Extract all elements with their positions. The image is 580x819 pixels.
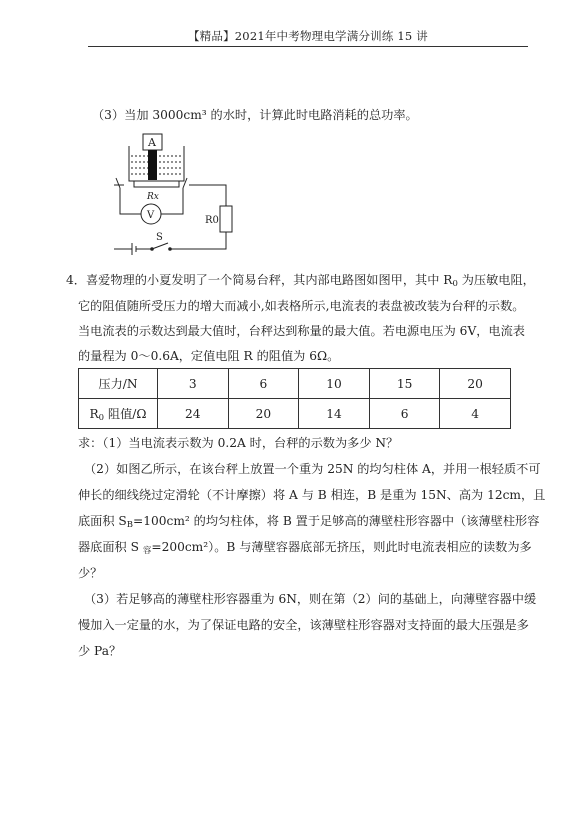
q4-number: 4． bbox=[66, 273, 86, 287]
voltmeter-wire-right bbox=[161, 188, 183, 214]
label-a: A bbox=[148, 136, 156, 149]
label-rx: Rx bbox=[147, 192, 159, 202]
q4-line-3: 当电流表的示数达到最大值时，台秤达到称量的最大值。若电源电压为 6V，电流表 bbox=[78, 324, 525, 338]
table-cell: 20 bbox=[440, 369, 511, 399]
question-2-line-3: 底面积 $S_B=100cm^2$ 的均匀柱体，将 B 置于足够高的薄壁柱形容器中（该薄壁柱形容 bbox=[78, 514, 540, 530]
q4-line-4: 的量程为 0～0.6A，定值电阻 R 的阻值为 6Ω。 bbox=[78, 349, 340, 363]
wire-right-top bbox=[189, 185, 226, 206]
table-row bbox=[79, 399, 511, 429]
table-cell: 20 bbox=[228, 399, 299, 429]
question-3-line-2: 慢加入一定量的水，为了保证电路的安全，该薄壁柱形容器对支持面的最大压强是多 bbox=[78, 618, 529, 632]
switch-s bbox=[152, 243, 168, 249]
table-cell: 14 bbox=[299, 399, 370, 429]
q4-line-2: 它的阻值随所受压力的增大而减小,如表格所示,电流表的表盘被改装为台秤的示数。 bbox=[78, 299, 525, 313]
question-2-line-1: （2）如图乙所示，在该台秤上放置一个重为 25N 的均匀柱体 A，并用一根轻质不可 bbox=[84, 462, 541, 476]
table-header-pressure: 压力/N bbox=[79, 369, 158, 399]
table-cell: 24 bbox=[158, 399, 229, 429]
page-header: 【精品】2021年中考物理电学满分训练 15 讲 bbox=[187, 29, 428, 43]
label-r0: R0 bbox=[205, 215, 219, 226]
label-v: V bbox=[147, 210, 155, 221]
resistor-rx bbox=[134, 181, 179, 187]
question-2-line-4: 器底面积 S $_容$=200cm²）。B 与薄壁容器底部无挤压，则此时电流表相应的读数为多 bbox=[78, 540, 532, 556]
table-cell: 6 bbox=[369, 399, 440, 429]
black-rod bbox=[148, 150, 157, 180]
table-cell: 6 bbox=[228, 369, 299, 399]
pressure-resistance-table bbox=[78, 368, 511, 429]
question-2-line-2: 伸长的细线绕过定滑轮（不计摩擦）将 A 与 B 相连，B 是重为 15N、高为 12cm，且 bbox=[78, 488, 546, 502]
voltmeter-wire-left bbox=[120, 188, 141, 214]
table-cell: 4 bbox=[440, 399, 511, 429]
table-header-resistance: $R_0$ 阻值/Ω bbox=[79, 399, 158, 429]
question-3-line-3: 少 Pa？ bbox=[78, 644, 122, 658]
question-3-line-1: （3）若足够高的薄壁柱形容器重为 6N，则在第（2）问的基础上，向薄壁容器中缓 bbox=[84, 592, 537, 606]
label-s: S bbox=[156, 232, 163, 243]
q4-line-1: 4．喜爱物理的小夏发明了一个简易台秤，其内部电路图如图甲，其中 $R_0$ 为压敏电阻， bbox=[66, 273, 535, 289]
question-1: 求：（1）当电流表示数为 0.2A 时，台秤的示数为多少 N？ bbox=[78, 436, 399, 450]
wire-left bbox=[114, 185, 132, 249]
table-cell: 10 bbox=[299, 369, 370, 399]
previous-question-3: （3）当加 3000cm³ 的水时，计算此时电路消耗的总功率。 bbox=[92, 108, 418, 122]
resistor-r0 bbox=[220, 206, 232, 232]
table-row bbox=[79, 369, 511, 399]
table-cell: 15 bbox=[369, 369, 440, 399]
wire-right-bottom bbox=[174, 232, 226, 249]
table-cell: 3 bbox=[158, 369, 229, 399]
header-divider bbox=[88, 46, 528, 47]
question-2-line-5: 少？ bbox=[78, 566, 103, 580]
circuit-diagram bbox=[114, 126, 244, 261]
